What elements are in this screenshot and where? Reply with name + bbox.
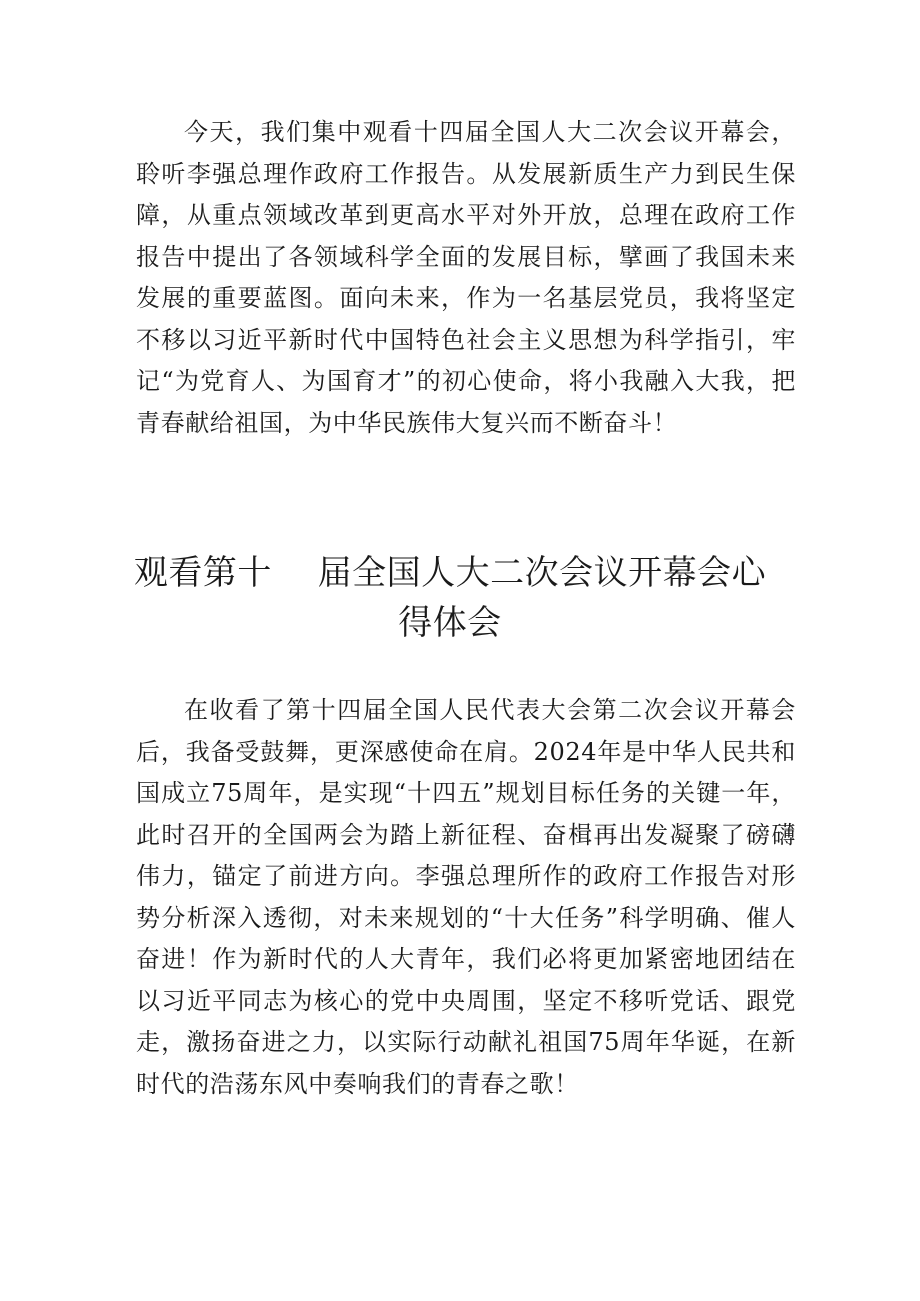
paragraph-first: 今天，我们集中观看十四届全国人大二次会议开幕会，聆听李强总理作政府工作报告。从发展新质生产力到民生保障，从重点领域改革到更高水平对外开放，总理在政府工作报告中提出了各领域科学全面的发展目标，擘画了我国未来发展的重要蓝图。面向未来，作为一名基层党员，我将坚定不移以习近平新时代中国特色社会主义思想为科学指引，牢记“为党育人、为国育才”的初心使命，将小我融入大我，把青春献给祖国，为中华民族伟大复兴而不断奋斗！ xyxy=(136,118,796,437)
article-title: 观看第十 届全国人大二次会议开幕会心得体会 xyxy=(133,553,767,643)
paragraph-second: 在收看了第十四届全国人民代表大会第二次会议开幕会后，我备受鼓舞，更深感使命在肩。2024年是中华人民共和国成立75周年，是实现“十四五”规划目标任务的关键一年，此时召开的全国两会为踏上新征程、奋楫再出发凝聚了磅礴伟力，锚定了前进方向。李强总理所作的政府工作报告对形势分析深入透彻，对未来规划的“十大任务”科学明确、催人奋进！作为新时代的人大青年，我们必将更加紧密地团结在以习近平同志为核心的党中央周围，坚定不移听党话、跟党走，激扬奋进之力，以实际行动献礼祖国75周年华诞，在新时代的浩荡东风中奏响我们的青春之歌！ xyxy=(136,696,796,1098)
